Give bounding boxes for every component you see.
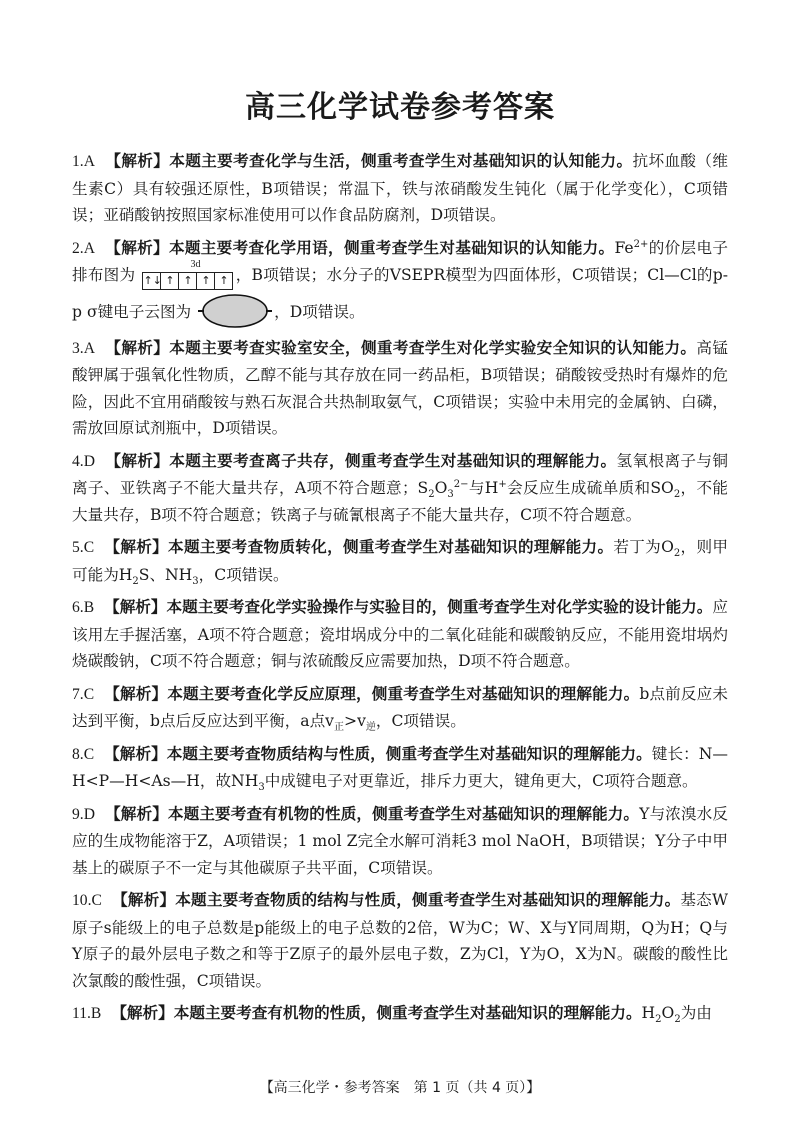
formula-sub: 2: [428, 489, 435, 501]
answer-item-8: [72, 741, 728, 795]
analysis-tag: 【解析】: [104, 744, 167, 763]
answer-item-7: [72, 681, 728, 735]
page-footer: 【高三化学・参考答案 第 1 页（共 4 页）】: [259, 1080, 541, 1096]
formula-charge: 2−: [453, 478, 469, 490]
item-number: 7.: [72, 685, 84, 703]
orbital-box: ↑: [179, 273, 197, 289]
analysis-text: H: [641, 1004, 656, 1022]
analysis-lead: 本题主要考查化学实验操作与实验目的，侧重考查学生对化学实验的设计能力。: [166, 598, 713, 616]
fe-symbol: Fe: [614, 238, 634, 257]
formula-sub: 2: [673, 489, 681, 501]
answer-item-2: [72, 235, 728, 329]
analysis-lead: 本题主要考查有机物的性质，侧重考查学生对基础知识的理解能力。: [167, 804, 640, 823]
analysis-text: 高锰酸钾属于强氧化性物质，乙醇不能与其存放在同一药品柜，B项错误；硝酸铵受热时有爆炸的危险，因此不宜用硝酸铵与熟石灰混合共热制取氨气，C项错误；实验中未用完的金属钠、白磷，需放回原试剂瓶中，D项错误。: [72, 338, 728, 437]
analysis-text: Y与浓溴水反应的生成物能溶于Z，A项错误；1 mol Z完全水解可消耗3 mol NaOH，B项错误；Y分子中甲基上的碳原子不一定与其他碳原子共平面，C项错误。: [72, 804, 728, 877]
analysis-text: >v: [344, 712, 366, 730]
answer-list: [72, 148, 728, 1034]
analysis-text: 氢氧根离子与铜离子、亚铁离子不能大量共存，A项不符合题意；S: [72, 451, 728, 497]
analysis-text: 若丁为O: [613, 538, 674, 556]
analysis-text: ，不能大量共存，B项不符合题意；铁离子与硫氰根离子不能大量共存，C项不符合题意。: [72, 479, 728, 524]
item-answer: D: [83, 805, 95, 823]
analysis-text: 应该用左手握活塞，A项不符合题意；瓷坩埚成分中的二氧化硅能和碳酸钠反应，不能用瓷坩埚灼烧碳酸钠，C项不符合题意；铜与浓硫酸反应需要加热，D项不符合题意。: [72, 598, 728, 670]
analysis-lead: 本题主要考查化学与生活，侧重考查学生对基础知识的认知能力。: [169, 152, 633, 170]
orbital-box: ↑↓: [143, 274, 162, 287]
analysis-tag: 【解析】: [104, 684, 168, 703]
analysis-text: 与H: [468, 479, 499, 497]
item-answer: C: [91, 892, 102, 909]
item-answer: D: [83, 452, 95, 470]
answer-item-10: [72, 887, 728, 994]
item-number: 6.: [72, 599, 84, 616]
analysis-lead: 本题主要考查有机物的性质，侧重考查学生对基础知识的理解能力。: [173, 1004, 642, 1022]
answer-item-9: [72, 801, 728, 882]
analysis-lead: 本题主要考查离子共存，侧重考查学生对基础知识的理解能力。: [169, 451, 617, 470]
fe-charge: 2+: [633, 238, 649, 250]
item-number: 9.: [72, 805, 84, 823]
analysis-text: 基态W原子s能级上的电子总数是p能级上的电子总数的2倍，W为C；W、X与Y同周期，Q为H；Q与Y原子的最外层电子数之和等于Z原子的最外层电子数，Z为Cl，Y为O，X为N。碳酸的酸性比次氯酸的酸性强，C项错误。: [72, 891, 728, 990]
formula-sub: 2: [655, 1014, 662, 1026]
analysis-text: 中成键电子对更靠近，排斥力更大，键角更大，C项符合题意。: [264, 772, 698, 790]
formula-sub: 逆: [365, 722, 376, 734]
answer-item-11: [72, 1000, 728, 1028]
item-number: 1.: [72, 153, 84, 170]
item-number: 5.: [72, 539, 84, 556]
orbital-box: ↑: [197, 273, 215, 289]
item-number: 8.: [72, 745, 84, 763]
analysis-lead: 本题主要考查化学反应原理，侧重考查学生对基础知识的理解能力。: [167, 684, 640, 703]
analysis-tag: 【解析】: [104, 152, 170, 170]
analysis-tag: 【解析】: [104, 338, 170, 357]
item-answer: B: [83, 599, 95, 616]
analysis-tag: 【解析】: [104, 451, 170, 470]
page-title: 高三化学试卷参考答案: [245, 90, 555, 125]
analysis-text: S、NH: [138, 565, 193, 584]
item-number: 3.: [72, 339, 84, 357]
analysis-text: ，B项错误；水分子的VSEPR模型为四面体形，C项错误；Cl—Cl的p-p σ键电子云图为: [72, 266, 728, 321]
analysis-lead: 本题主要考查物质的结构与性质，侧重考查学生对基础知识的理解能力。: [175, 891, 681, 909]
analysis-text: ，C项错误。: [375, 712, 466, 730]
item-answer: A: [83, 339, 95, 357]
formula-sub: 正: [334, 722, 344, 734]
item-answer: C: [83, 685, 95, 703]
item-number: 11.: [72, 1005, 91, 1022]
formula-sub: 3: [447, 489, 454, 501]
analysis-text: ，D项错误。: [274, 302, 365, 321]
analysis-lead: 本题主要考查物质结构与性质，侧重考查学生对基础知识的理解能力。: [166, 744, 652, 763]
orbital-box: ↑: [161, 273, 179, 289]
item-answer: C: [83, 745, 95, 763]
item-number: 10.: [72, 892, 92, 909]
item-answer: C: [83, 539, 95, 556]
answer-item-1: [72, 148, 728, 229]
electron-cloud-icon: [198, 293, 272, 329]
formula-charge: +: [498, 478, 507, 490]
analysis-text: O: [661, 1004, 675, 1022]
analysis-text: 的价层电子排布图为: [72, 238, 728, 284]
orbital-box: ↑: [219, 274, 229, 287]
answer-item-3: [72, 335, 728, 442]
analysis-tag: 【解析】: [111, 1004, 174, 1022]
analysis-lead: 本题主要考查化学用语，侧重考查学生对基础知识的认知能力。: [168, 238, 615, 257]
analysis-text: ，C项错误。: [198, 565, 289, 584]
answer-item-4: [72, 448, 728, 529]
analysis-tag: 【解析】: [111, 891, 176, 909]
formula-sub: 2: [673, 548, 681, 560]
item-answer: A: [83, 239, 95, 257]
item-number: 2.: [72, 239, 84, 257]
formula-sub: 2: [674, 1014, 681, 1026]
orbital-label: 3d: [190, 259, 201, 270]
analysis-text: 为由: [680, 1004, 712, 1022]
analysis-text: 键长：N—H<P—H<As—H，故NH: [72, 744, 728, 790]
item-answer: B: [90, 1005, 102, 1022]
item-number: 4.: [72, 452, 84, 470]
analysis-tag: 【解析】: [104, 238, 169, 257]
analysis-tag: 【解析】: [104, 804, 168, 823]
formula-sub: 3: [192, 575, 199, 587]
answer-item-6: [72, 594, 728, 675]
analysis-text: 抗坏血酸（维生素C）具有较强还原性，B项错误；常温下，铁与浓硝酸发生钝化（属于化学变化），C项错误；亚硝酸钠按照国家标准使用可以作食品防腐剂，D项错误。: [72, 152, 728, 224]
formula-part: O: [434, 479, 448, 497]
analysis-tag: 【解析】: [104, 598, 167, 616]
orbital-diagram: [142, 259, 233, 293]
item-answer: A: [83, 153, 95, 170]
analysis-tag: 【解析】: [104, 538, 169, 556]
analysis-lead: 本题主要考查物质转化，侧重考查学生对基础知识的理解能力。: [168, 538, 614, 556]
answer-item-5: [72, 534, 728, 588]
analysis-lead: 本题主要考查实验室安全，侧重考查学生对化学实验安全知识的认知能力。: [169, 338, 697, 357]
analysis-text: b点前反应未达到平衡，b点后反应达到平衡，a点v: [72, 684, 728, 730]
formula-sub: 2: [132, 575, 139, 587]
formula-sub: 3: [258, 782, 265, 794]
analysis-text: 会反应生成硫单质和SO: [506, 479, 674, 497]
analysis-text: ，则甲可能为H: [72, 538, 728, 584]
